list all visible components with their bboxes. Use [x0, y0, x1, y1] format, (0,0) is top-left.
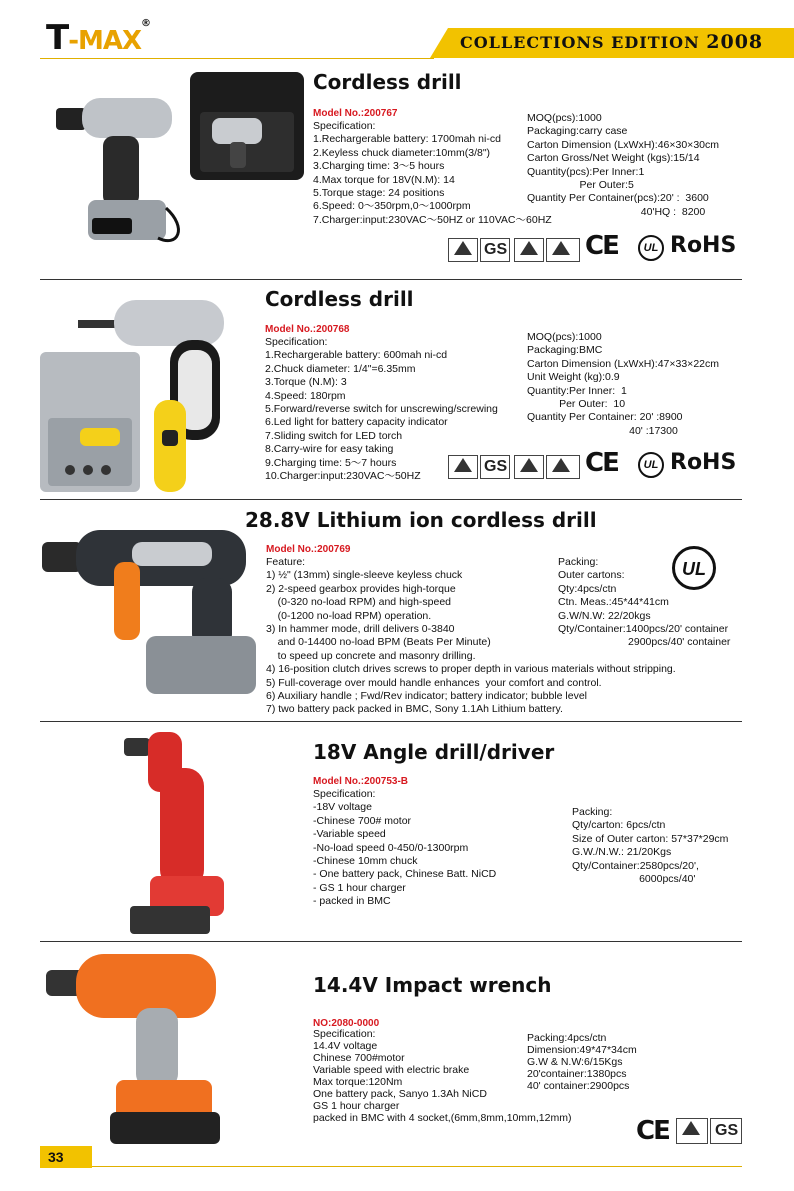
model-number: Model No.:200753-B — [313, 776, 409, 787]
packing-info: MOQ(pcs):1000 Packaging:BMC Carton Dimension (LxWxH):47×33×22cm Unit Weight (kg):0.9 Quantity:Per Inner: 1 Per Outer: 10 Quantity Per Container: 20' :8900 40' :17300 — [527, 331, 719, 437]
packing-info: Packing:4pcs/ctn Dimension:49*47*34cm G.W & N.W:6/15Kgs 20'container:1380pcs 40' container:2900pcs — [527, 1032, 637, 1092]
specification-text: Specification: 14.4V voltage Chinese 700#motor Variable speed with electric brake Max torque:120Nm One battery pack, Sanyo 1.3Ah NiCD GS 1 hour charger packed in BMC with 4 socket,(6mm,8mm,10mm,12mm) — [313, 1028, 572, 1124]
screwdriver-kit-case-image — [40, 352, 140, 492]
packing-info: Packing: Qty/carton: 6pcs/ctn Size of Outer carton: 57*37*29cm G.W./N.W.: 21/20Kgs Qty/Container:2580pcs/20', 6000pcs/40' — [572, 806, 729, 886]
impact-wrench-image — [46, 948, 226, 1148]
tuv-rheinland-icon — [514, 455, 544, 479]
rohs-mark-icon: RoHS — [670, 450, 737, 475]
lithium-ion-drill-200769-image — [42, 522, 260, 712]
section-divider — [40, 941, 742, 942]
ce-mark-icon: CE — [636, 1116, 669, 1146]
carry-case-image — [190, 72, 304, 180]
rohs-mark-icon: RoHS — [670, 233, 737, 258]
model-number: Model No.:200768 — [265, 324, 350, 335]
angle-drill-driver-image — [120, 728, 230, 938]
section-divider — [40, 721, 742, 722]
packing-info: Packing: Outer cartons: Qty:4pcs/ctn Ctn. Meas.:45*44*41cm G.W/N.W: 22/20kgs Qty/Container:1400pcs/20' container 2900pcs/40' container — [558, 556, 731, 649]
model-number: NO:2080-0000 — [313, 1018, 380, 1029]
product-title: 18V Angle drill/driver — [313, 740, 555, 764]
brand-logo — [46, 18, 150, 58]
model-number: Model No.:200767 — [313, 108, 398, 119]
packing-info: MOQ(pcs):1000 Packaging:carry case Carton Dimension (LxWxH):46×30×30cm Carton Gross/Net Weight (kgs):15/14 Quantity(pcs):Per Inner:1 Per Outer:5 Quantity Per Container(pcs):20' : 3600 40'HQ : 8200 — [527, 112, 719, 218]
banner-year: 2008 — [706, 31, 764, 53]
page-number: 33 — [48, 1149, 64, 1165]
product-title: Cordless drill — [313, 70, 462, 94]
ul-mark-icon: UL — [638, 235, 664, 261]
banner-label: COLLECTIONS EDITION — [460, 33, 700, 52]
emc-mark-icon — [546, 455, 580, 479]
logo-registered: ® — [141, 18, 151, 29]
header-rule — [40, 58, 434, 59]
gs-mark-icon: GS — [480, 238, 510, 262]
ce-mark-icon: CE — [585, 448, 618, 478]
section-divider — [40, 499, 742, 500]
product-title: 28.8V Lithium ion cordless drill — [245, 508, 597, 532]
footer-rule — [92, 1166, 742, 1167]
specification-text: Specification: 1.Rechargerable battery: 600mah ni-cd 2.Chuck diameter: 1/4"=6.35mm 3.Torque (N.M): 3 4.Speed: 180rpm 5.Forward/reverse switch for unscrewing/screwing 6.Led light for battery capacity indicator 7.Sliding switch for LED torch 8.Carry-wire for easy taking 9.Charging time: 5～7 hours 10.Charger:input:230VAC～50HZ — [265, 336, 498, 483]
ul-mark-icon: UL — [638, 452, 664, 478]
emc-mark-icon — [546, 238, 580, 262]
ul-mark-icon: UL — [672, 546, 716, 590]
product-title: 14.4V Impact wrench — [313, 973, 552, 997]
logo-t: T — [46, 18, 69, 58]
feature-text: Feature: 1) ½" (13mm) single-sleeve keyless chuck 2) 2-speed gearbox provides high-torque (0-320 no-load RPM) and high-speed (0-1200 no-load RPM) operation. 3) In hammer mode, drill delivers 0-3840 and 0-14400 no-load BPM (Beats Per Minute) to speed up concrete and masonry drilling. 4) 16-position clutch drives screws to proper depth in various materials without stripping. 5) Full-coverage over mould handle enhances your comfort and control. 6) Auxiliary handle ; Fwd/Rev indicator; battery indicator; bubble level 7) two battery pack packed in BMC, Sony 1.1Ah Lithium battery. — [266, 556, 676, 716]
ce-mark-icon: CE — [585, 231, 618, 261]
gs-mark-icon: GS — [480, 455, 510, 479]
specification-text: Specification: 1.Rechargerable battery: 1700mah ni-cd 2.Keyless chuck diameter:10mm(3/8") 3.Charging time: 3～5 hours 4.Max torque for 18V(N.M): 14 5.Torque stage: 24 positions 6.Speed: 0～350rpm,0～1000rpm 7.Charger:input:230VAC～50HZ or 110VAC～60HZ — [313, 120, 552, 226]
banner-title — [460, 31, 763, 53]
gs-mark-icon: GS — [710, 1118, 742, 1144]
model-number: Model No.:200769 — [266, 544, 351, 555]
section-divider — [40, 279, 742, 280]
tuv-triangle-icon — [448, 455, 478, 479]
logo-max: -MAX — [68, 26, 142, 56]
tuv-triangle-icon — [676, 1118, 708, 1144]
specification-text: Specification: -18V voltage -Chinese 700# motor -Variable speed -No-load speed 0-450/0-1300rpm -Chinese 10mm chuck - One battery pack, Chinese Batt. NiCD - GS 1 hour charger - packed in BMC — [313, 788, 497, 908]
cordless-drill-200767-image — [48, 88, 188, 248]
yellow-screwdriver-image — [150, 400, 190, 492]
tuv-rheinland-icon — [514, 238, 544, 262]
product-title: Cordless drill — [265, 287, 414, 311]
tuv-triangle-icon — [448, 238, 478, 262]
